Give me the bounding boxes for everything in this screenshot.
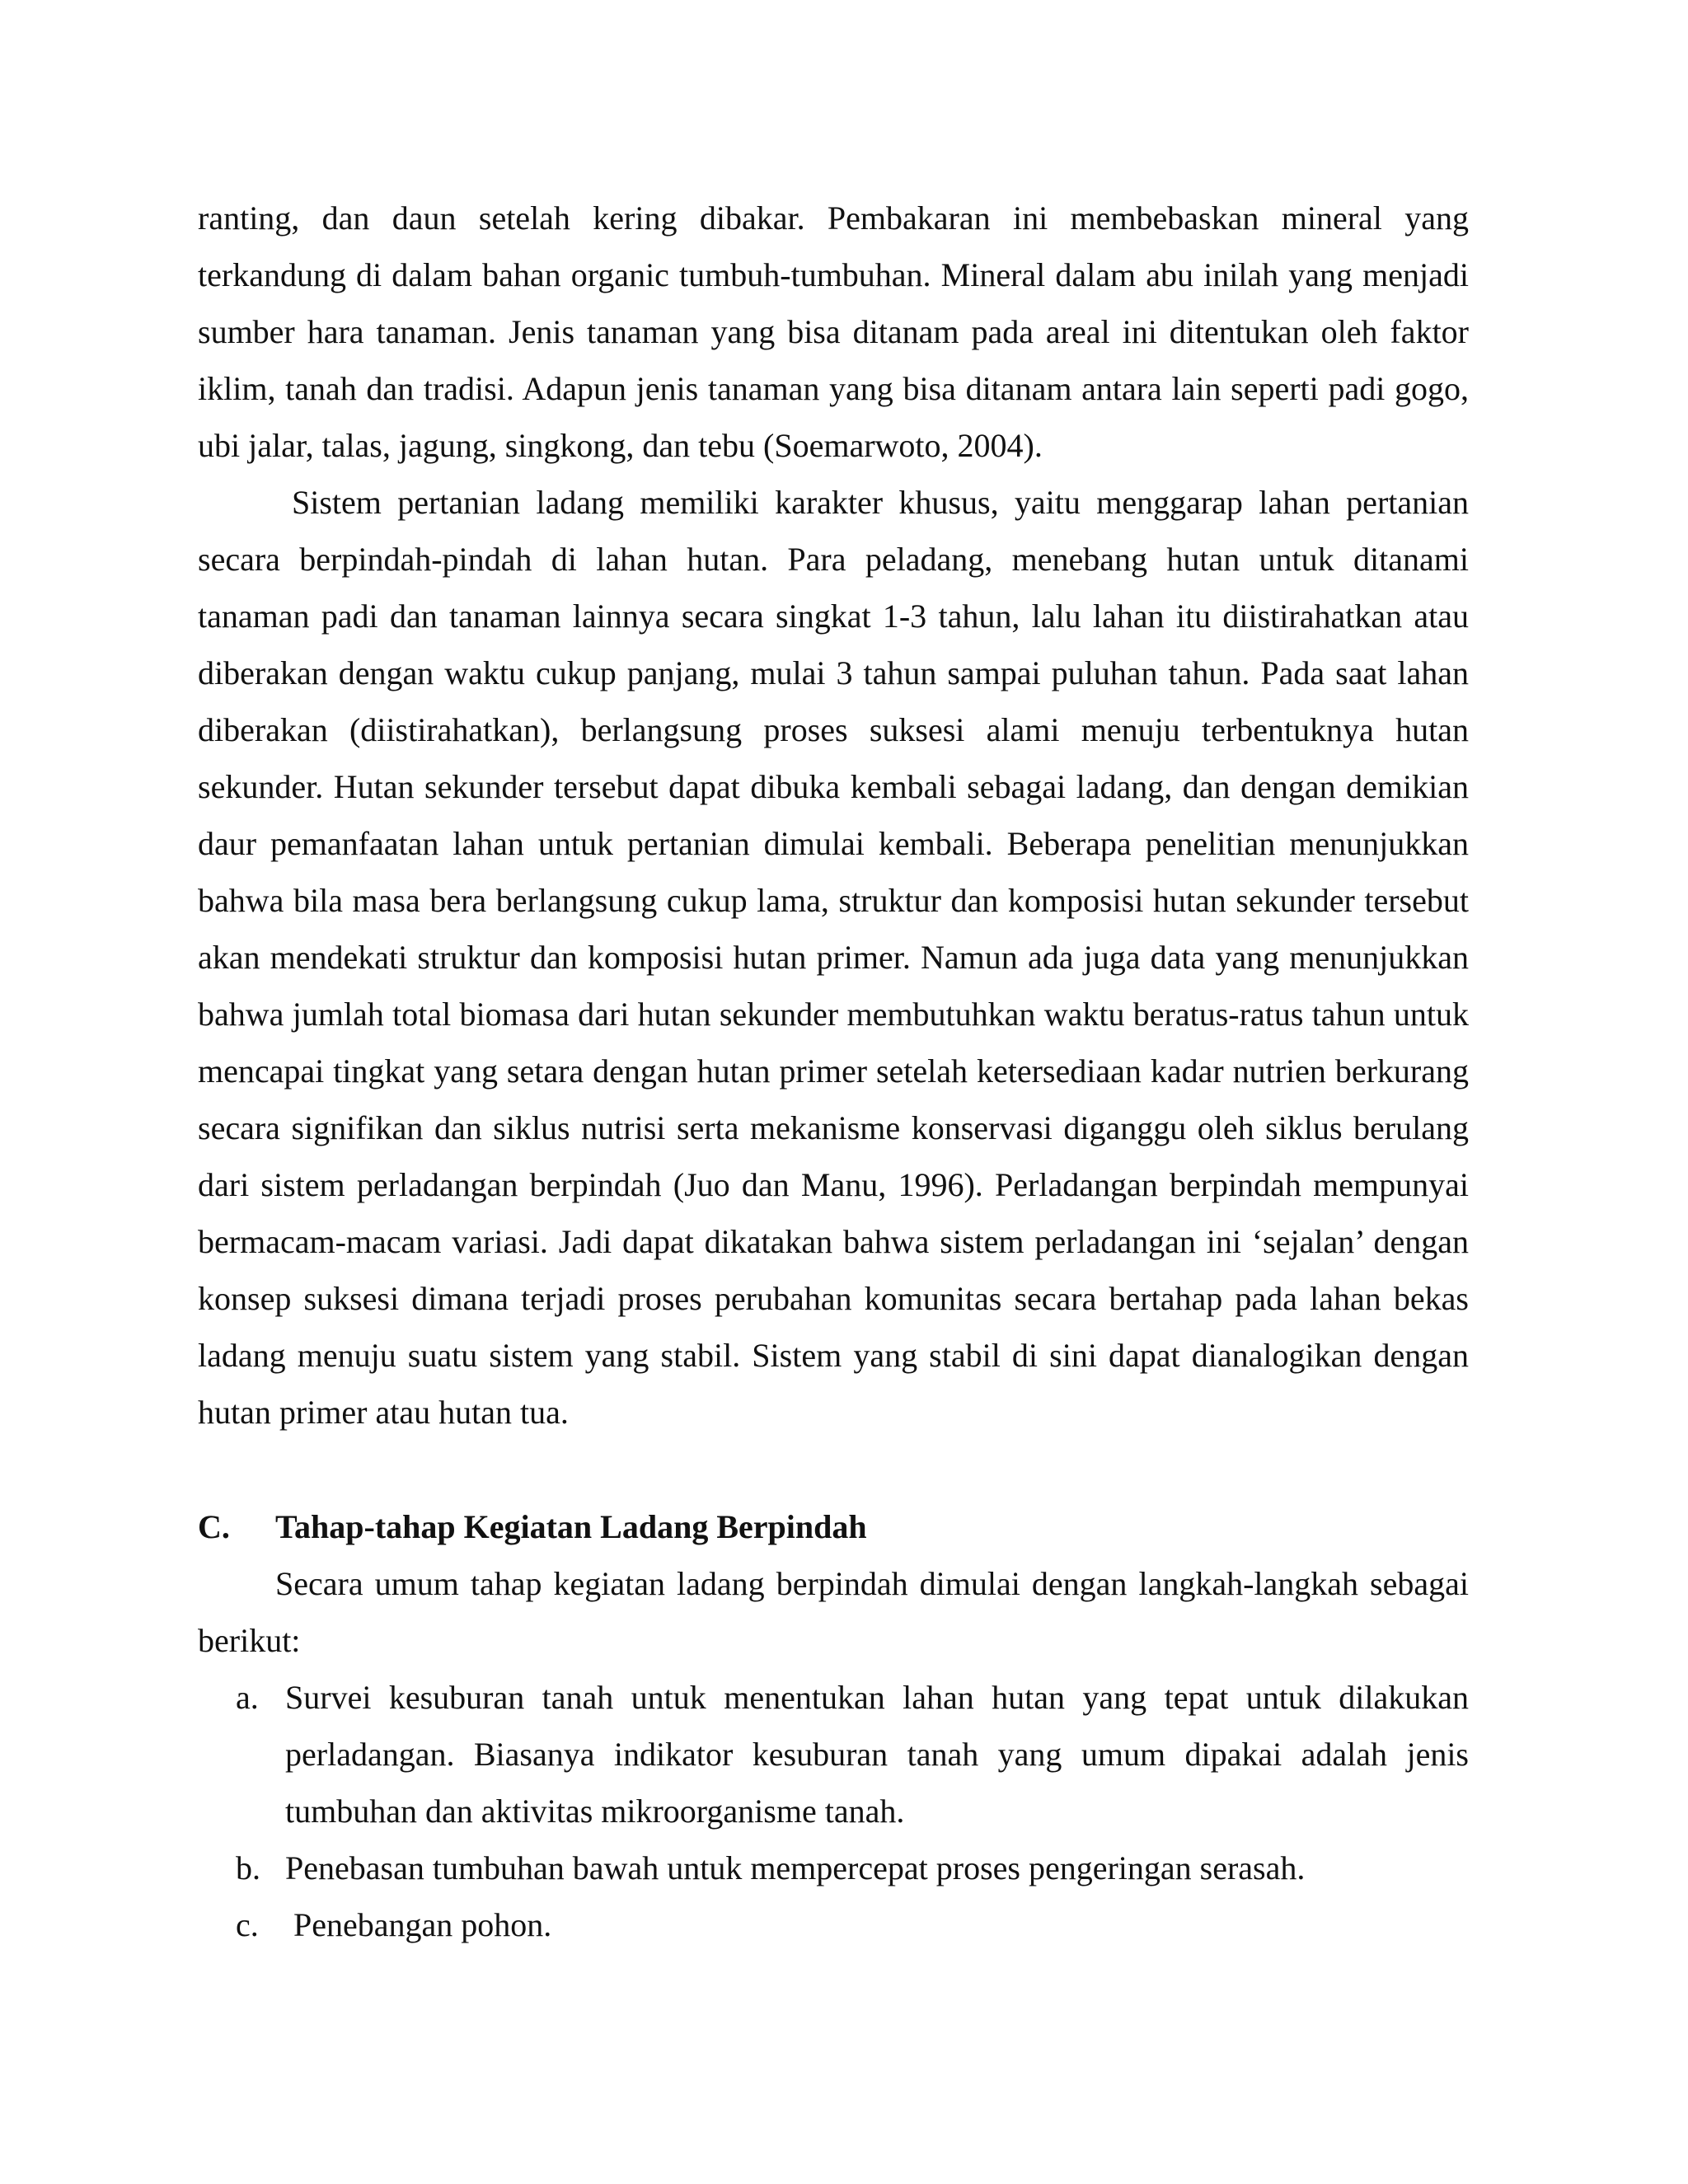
list-item-text: Survei kesuburan tanah untuk menentukan lahan hutan yang tepat untuk dilakukan perladangan. Biasanya indikator kesuburan tanah yang umum dipakai adalah jenis tumbuhan dan aktivitas mikroorganisme tanah. [285, 1679, 1469, 1830]
page-body [198, 190, 1469, 1953]
list-marker: a. [236, 1679, 259, 1716]
list-marker: c. [236, 1906, 259, 1943]
section-letter: C. [198, 1508, 230, 1545]
section-intro: Secara umum tahap kegiatan ladang berpindah dimulai dengan langkah-langkah sebagai berikut: [198, 1565, 1469, 1659]
list-item [198, 1669, 1469, 1840]
section-heading [198, 1498, 1469, 1555]
list-item [198, 1840, 1469, 1896]
list-marker: b. [236, 1849, 260, 1886]
list-item [198, 1896, 1469, 1953]
paragraph-continuation: ranting, dan daun setelah kering dibakar. Pembakaran ini membebaskan mineral yang terkandung di dalam bahan organic tumbuh-tumbuhan. Mineral dalam abu inilah yang menjadi sumber hara tanaman. Jenis tanaman yang bisa ditanam pada areal ini ditentukan oleh faktor iklim, tanah dan tradisi. Adapun jenis tanaman yang bisa ditanam antara lain seperti padi gogo, ubi jalar, talas, jagung, singkong, dan tebu (Soemarwoto, 2004). [198, 199, 1469, 464]
paragraph-sistem-pertanian-ladang: Sistem pertanian ladang memiliki karakter khusus, yaitu menggarap lahan pertanian secara berpindah-pindah di lahan hutan. Para peladang, menebang hutan untuk ditanami tanaman padi dan tanaman lainnya secara singkat 1-3 tahun, lalu lahan itu diistirahatkan atau diberakan dengan waktu cukup panjang, mulai 3 tahun sampai puluhan tahun. Pada saat lahan diberakan (diistirahatkan), berlangsung proses suksesi alami menuju terbentuknya hutan sekunder. Hutan sekunder tersebut dapat dibuka kembali sebagai ladang, dan dengan demikian daur pemanfaatan lahan untuk pertanian dimulai kembali. Beberapa penelitian menunjukkan bahwa bila masa bera berlangsung cukup lama, struktur dan komposisi hutan sekunder tersebut akan mendekati struktur dan komposisi hutan primer. Namun ada juga data yang menunjukkan bahwa jumlah total biomasa dari hutan sekunder membutuhkan waktu beratus-ratus tahun untuk mencapai tingkat yang setara dengan hutan primer setelah ketersediaan kadar nutrien berkurang secara signifikan dan siklus nutrisi serta mekanisme konservasi diganggu oleh siklus berulang dari sistem perladangan berpindah (Juo dan Manu, 1996). Perladangan berpindah mempunyai bermacam-macam variasi. Jadi dapat dikatakan bahwa sistem perladangan ini ‘sejalan’ dengan konsep suksesi dimana terjadi proses perubahan komunitas secara bertahap pada lahan bekas ladang menuju suatu sistem yang stabil. Sistem yang stabil di sini dapat dianalogikan dengan hutan primer atau hutan tua. [198, 484, 1469, 1431]
list-item-text: Penebangan pohon. [293, 1906, 552, 1943]
section-title: Tahap-tahap Kegiatan Ladang Berpindah [275, 1508, 867, 1545]
list-item-text: Penebasan tumbuhan bawah untuk mempercepat proses pengeringan serasah. [285, 1849, 1306, 1886]
steps-list [198, 1669, 1469, 1953]
